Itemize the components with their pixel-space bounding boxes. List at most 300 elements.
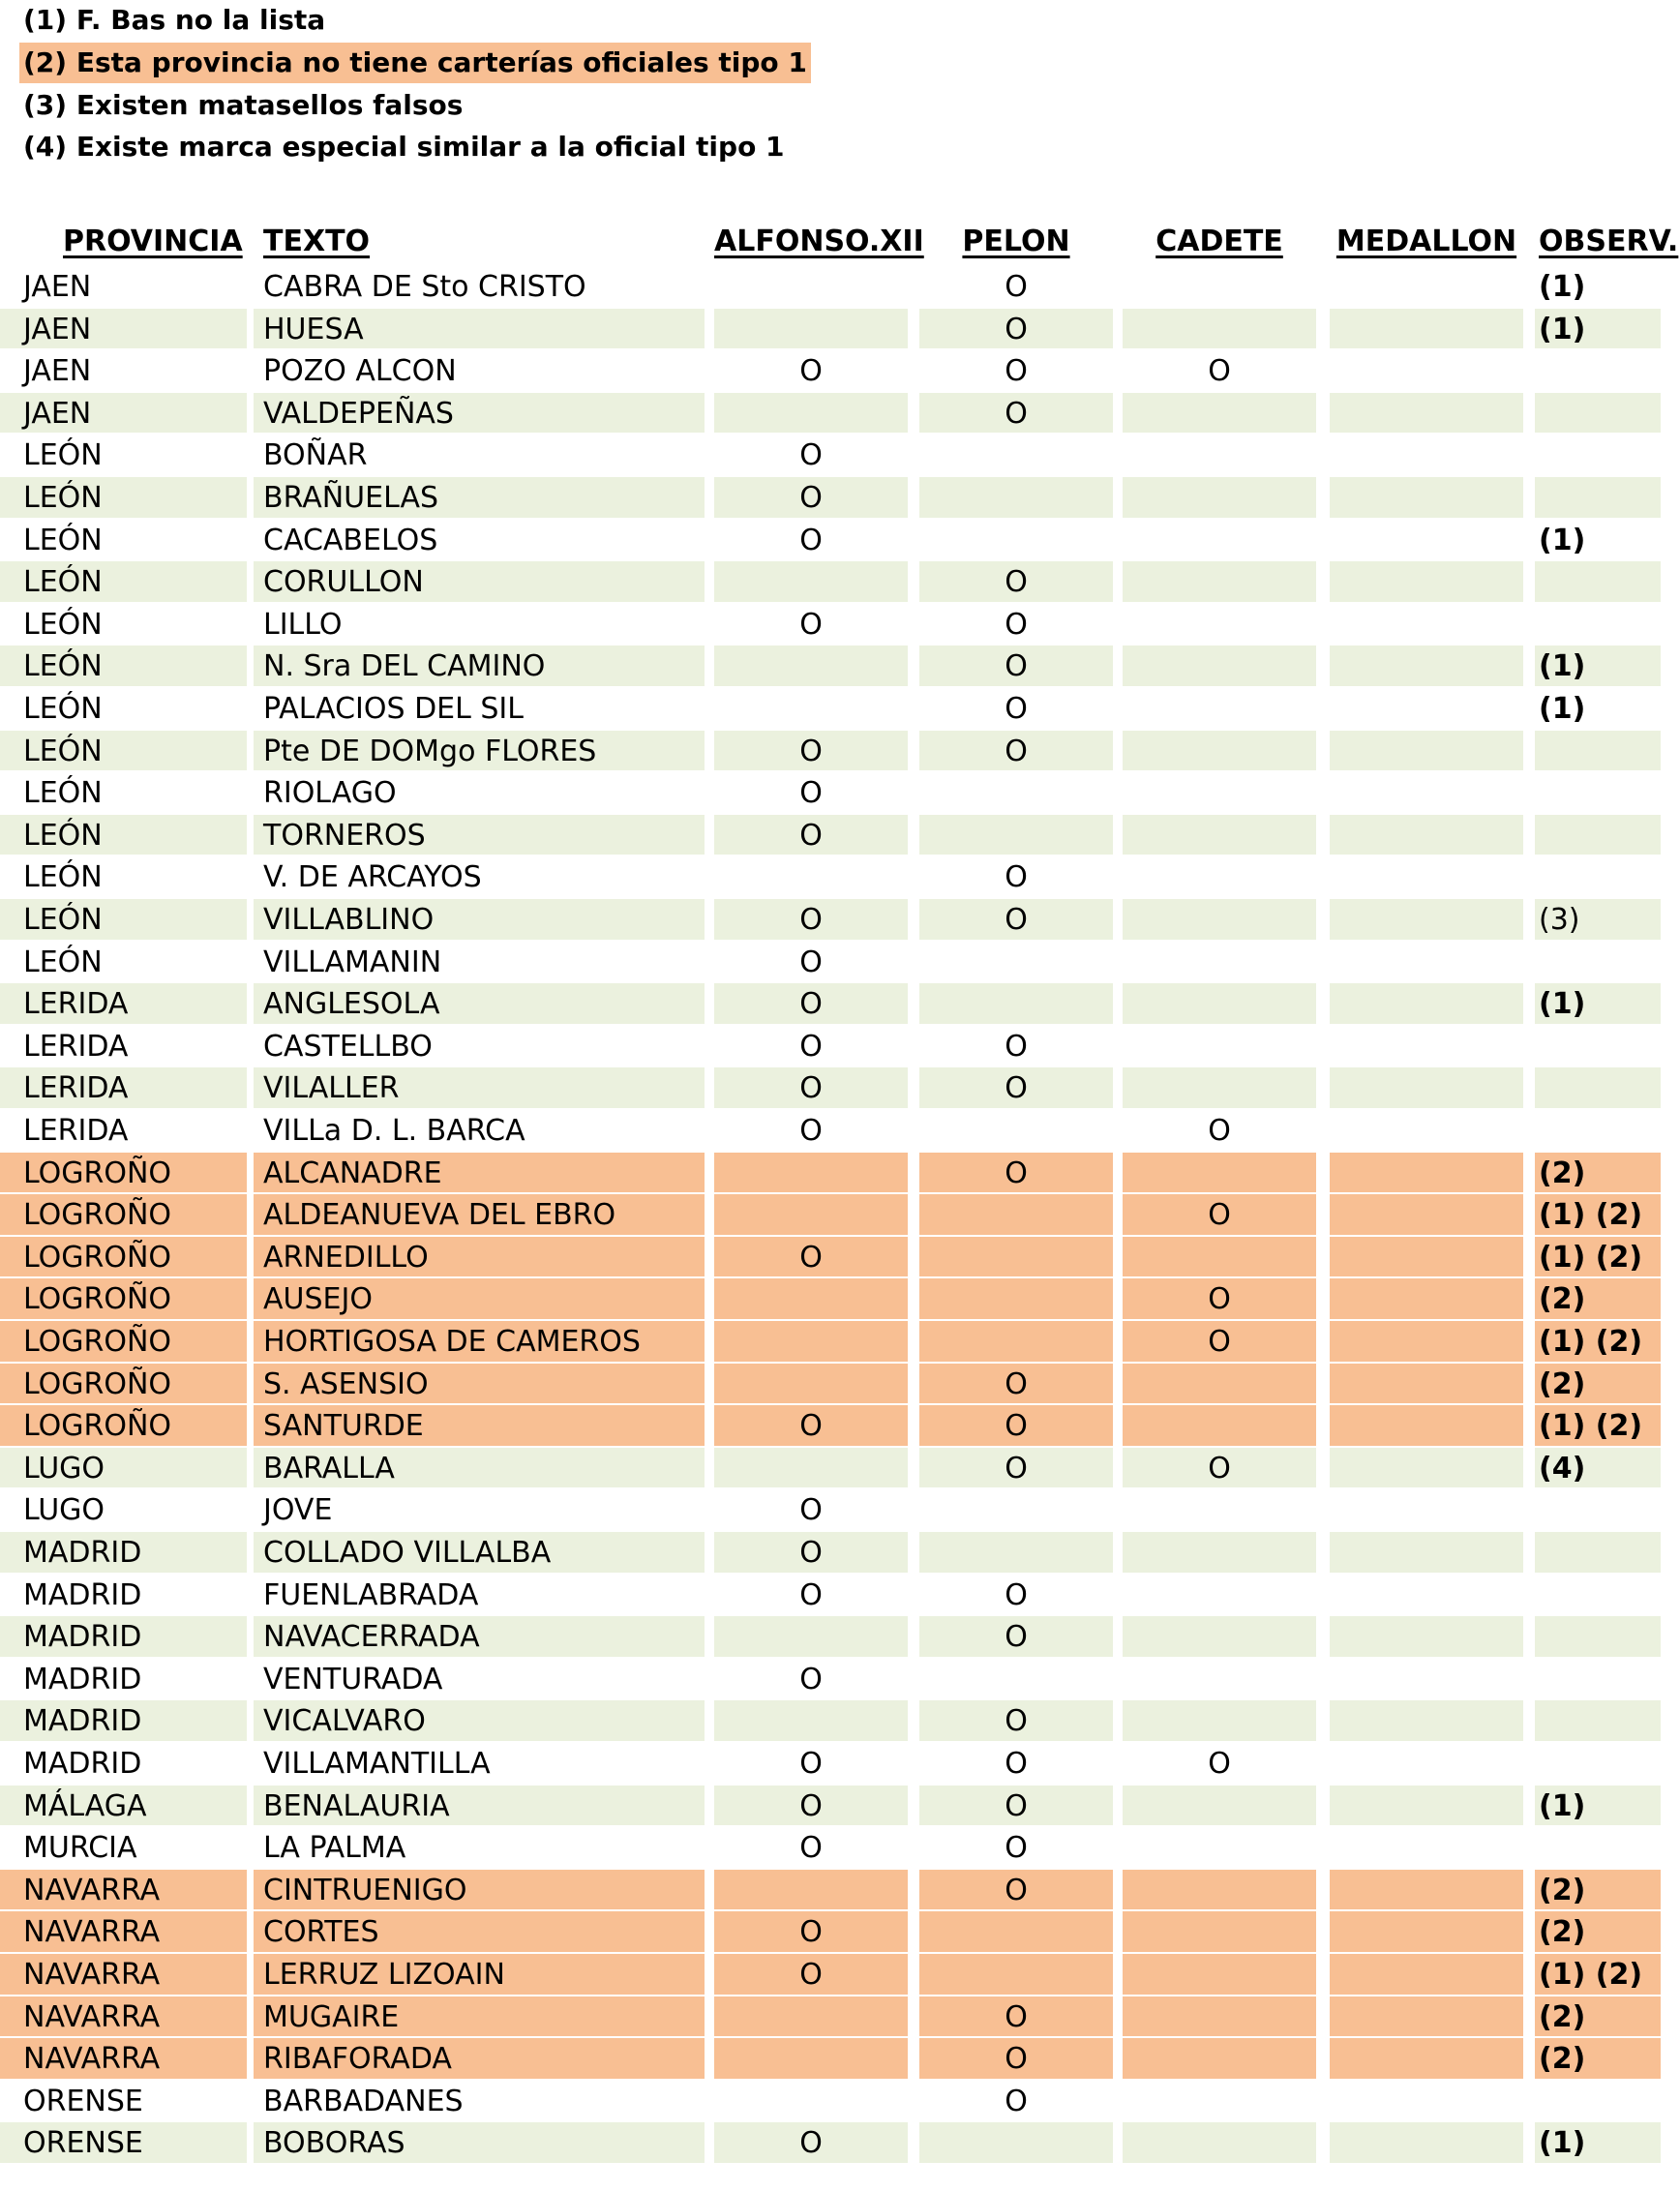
alfonso-cell[interactable] — [714, 2081, 908, 2121]
texto-cell[interactable]: LERRUZ LIZOAIN — [254, 1954, 705, 1995]
texto-cell[interactable]: NAVACERRADA — [254, 1616, 705, 1657]
table-row[interactable] — [0, 982, 1680, 1025]
medallon-cell[interactable] — [1330, 2081, 1523, 2121]
pelon-cell[interactable]: O — [919, 393, 1113, 434]
medallon-cell[interactable] — [1330, 856, 1523, 897]
table-row[interactable] — [0, 1193, 1680, 1236]
texto-cell[interactable]: AUSEJO — [254, 1278, 705, 1319]
observ-cell[interactable]: (1) — [1535, 2122, 1661, 2163]
cadete-cell[interactable] — [1123, 561, 1316, 602]
pelon-cell[interactable]: O — [919, 688, 1113, 729]
provincia-cell[interactable]: LOGROÑO — [0, 1194, 247, 1235]
texto-cell[interactable]: BOÑAR — [254, 435, 705, 475]
observ-cell[interactable]: (2) — [1535, 1996, 1661, 2037]
pelon-cell[interactable]: O — [919, 604, 1113, 645]
medallon-cell[interactable] — [1330, 983, 1523, 1024]
table-row[interactable] — [0, 519, 1680, 561]
texto-cell[interactable]: BOBORAS — [254, 2122, 705, 2163]
cadete-cell[interactable] — [1123, 899, 1316, 940]
medallon-cell[interactable] — [1330, 731, 1523, 771]
observ-cell[interactable]: (2) — [1535, 1278, 1661, 1319]
table-row[interactable] — [0, 1066, 1680, 1109]
cadete-cell[interactable]: O — [1123, 1743, 1316, 1784]
cadete-cell[interactable] — [1123, 2081, 1316, 2121]
observ-cell[interactable]: (1) — [1535, 688, 1661, 729]
cadete-cell[interactable] — [1123, 604, 1316, 645]
table-row[interactable] — [0, 1488, 1680, 1531]
observ-cell[interactable] — [1535, 1026, 1661, 1066]
pelon-cell[interactable]: O — [919, 1067, 1113, 1108]
pelon-cell[interactable] — [919, 942, 1113, 982]
alfonso-cell[interactable] — [714, 266, 908, 307]
provincia-cell[interactable]: MADRID — [0, 1532, 247, 1573]
alfonso-cell[interactable]: O — [714, 815, 908, 855]
observ-cell[interactable] — [1535, 350, 1661, 391]
provincia-cell[interactable]: LEÓN — [0, 856, 247, 897]
provincia-cell[interactable]: NAVARRA — [0, 1996, 247, 2037]
pelon-cell[interactable]: O — [919, 1827, 1113, 1868]
medallon-cell[interactable] — [1330, 1110, 1523, 1151]
alfonso-cell[interactable]: O — [714, 1489, 908, 1530]
provincia-cell[interactable]: LEÓN — [0, 520, 247, 560]
observ-cell[interactable] — [1535, 477, 1661, 518]
provincia-cell[interactable]: LOGROÑO — [0, 1364, 247, 1404]
provincia-cell[interactable]: JAEN — [0, 266, 247, 307]
observ-cell[interactable] — [1535, 1532, 1661, 1573]
observ-cell[interactable]: (1) (2) — [1535, 1194, 1661, 1235]
table-row[interactable] — [0, 1742, 1680, 1785]
alfonso-cell[interactable] — [714, 856, 908, 897]
table-row[interactable] — [0, 1910, 1680, 1953]
pelon-cell[interactable] — [919, 477, 1113, 518]
table-row[interactable] — [0, 2037, 1680, 2080]
medallon-cell[interactable] — [1330, 815, 1523, 855]
medallon-cell[interactable] — [1330, 1743, 1523, 1784]
pelon-cell[interactable] — [919, 2122, 1113, 2163]
texto-cell[interactable]: CACABELOS — [254, 520, 705, 560]
texto-cell[interactable]: TORNEROS — [254, 815, 705, 855]
observ-cell[interactable] — [1535, 1743, 1661, 1784]
alfonso-cell[interactable]: O — [714, 350, 908, 391]
table-row[interactable] — [0, 1277, 1680, 1320]
provincia-cell[interactable]: LOGROÑO — [0, 1278, 247, 1319]
cadete-cell[interactable] — [1123, 435, 1316, 475]
pelon-cell[interactable]: O — [919, 309, 1113, 349]
header-medallon[interactable]: MEDALLON — [1335, 225, 1517, 258]
texto-cell[interactable]: HUESA — [254, 309, 705, 349]
alfonso-cell[interactable] — [714, 1870, 908, 1910]
pelon-cell[interactable] — [919, 1532, 1113, 1573]
provincia-cell[interactable]: NAVARRA — [0, 1870, 247, 1910]
observ-cell[interactable] — [1535, 942, 1661, 982]
observ-cell[interactable]: (1) — [1535, 645, 1661, 686]
medallon-cell[interactable] — [1330, 604, 1523, 645]
observ-cell[interactable]: (1) — [1535, 1786, 1661, 1826]
alfonso-cell[interactable]: O — [714, 520, 908, 560]
provincia-cell[interactable]: MURCIA — [0, 1827, 247, 1868]
table-row[interactable] — [0, 1785, 1680, 1827]
table-row[interactable] — [0, 392, 1680, 435]
cadete-cell[interactable] — [1123, 688, 1316, 729]
pelon-cell[interactable]: O — [919, 266, 1113, 307]
alfonso-cell[interactable]: O — [714, 1743, 908, 1784]
observ-cell[interactable]: (2) — [1535, 1364, 1661, 1404]
table-row[interactable] — [0, 1699, 1680, 1742]
provincia-cell[interactable]: LEÓN — [0, 435, 247, 475]
pelon-cell[interactable] — [919, 1911, 1113, 1952]
table-row[interactable] — [0, 1025, 1680, 1067]
texto-cell[interactable]: MUGAIRE — [254, 1996, 705, 2037]
cadete-cell[interactable] — [1123, 1575, 1316, 1615]
cadete-cell[interactable] — [1123, 1996, 1316, 2037]
pelon-cell[interactable] — [919, 1659, 1113, 1699]
cadete-cell[interactable] — [1123, 1786, 1316, 1826]
alfonso-cell[interactable]: O — [714, 2122, 908, 2163]
medallon-cell[interactable] — [1330, 2038, 1523, 2079]
texto-cell[interactable]: SANTURDE — [254, 1405, 705, 1446]
texto-cell[interactable]: VILLABLINO — [254, 899, 705, 940]
texto-cell[interactable]: COLLADO VILLALBA — [254, 1532, 705, 1573]
pelon-cell[interactable]: O — [919, 2038, 1113, 2079]
texto-cell[interactable]: LILLO — [254, 604, 705, 645]
texto-cell[interactable]: CINTRUENIGO — [254, 1870, 705, 1910]
table-row[interactable] — [0, 1363, 1680, 1405]
cadete-cell[interactable]: O — [1123, 1448, 1316, 1488]
cadete-cell[interactable] — [1123, 645, 1316, 686]
cadete-cell[interactable] — [1123, 1954, 1316, 1995]
texto-cell[interactable]: RIOLAGO — [254, 772, 705, 813]
observ-cell[interactable] — [1535, 1616, 1661, 1657]
provincia-cell[interactable]: LUGO — [0, 1448, 247, 1488]
provincia-cell[interactable]: ORENSE — [0, 2081, 247, 2121]
cadete-cell[interactable] — [1123, 1659, 1316, 1699]
pelon-cell[interactable] — [919, 520, 1113, 560]
table-row[interactable] — [0, 349, 1680, 392]
medallon-cell[interactable] — [1330, 1911, 1523, 1952]
cadete-cell[interactable] — [1123, 1911, 1316, 1952]
cadete-cell[interactable] — [1123, 1616, 1316, 1657]
observ-cell[interactable] — [1535, 604, 1661, 645]
pelon-cell[interactable]: O — [919, 1153, 1113, 1193]
texto-cell[interactable]: BARALLA — [254, 1448, 705, 1488]
medallon-cell[interactable] — [1330, 1237, 1523, 1277]
texto-cell[interactable]: ALDEANUEVA DEL EBRO — [254, 1194, 705, 1235]
pelon-cell[interactable] — [919, 1110, 1113, 1151]
provincia-cell[interactable]: JAEN — [0, 309, 247, 349]
medallon-cell[interactable] — [1330, 350, 1523, 391]
pelon-cell[interactable]: O — [919, 1700, 1113, 1741]
medallon-cell[interactable] — [1330, 1659, 1523, 1699]
pelon-cell[interactable] — [919, 1321, 1113, 1362]
alfonso-cell[interactable]: O — [714, 477, 908, 518]
observ-cell[interactable]: (2) — [1535, 2038, 1661, 2079]
table-row[interactable] — [0, 687, 1680, 730]
pelon-cell[interactable] — [919, 435, 1113, 475]
medallon-cell[interactable] — [1330, 1870, 1523, 1910]
table-row[interactable] — [0, 645, 1680, 687]
medallon-cell[interactable] — [1330, 561, 1523, 602]
pelon-cell[interactable]: O — [919, 1743, 1113, 1784]
observ-cell[interactable] — [1535, 1067, 1661, 1108]
provincia-cell[interactable]: LEÓN — [0, 604, 247, 645]
table-row[interactable] — [0, 1615, 1680, 1658]
table-row[interactable] — [0, 476, 1680, 519]
alfonso-cell[interactable] — [714, 645, 908, 686]
medallon-cell[interactable] — [1330, 688, 1523, 729]
alfonso-cell[interactable] — [714, 393, 908, 434]
medallon-cell[interactable] — [1330, 266, 1523, 307]
texto-cell[interactable]: V. DE ARCAYOS — [254, 856, 705, 897]
texto-cell[interactable]: CABRA DE Sto CRISTO — [254, 266, 705, 307]
texto-cell[interactable]: HORTIGOSA DE CAMEROS — [254, 1321, 705, 1362]
observ-cell[interactable] — [1535, 1489, 1661, 1530]
alfonso-cell[interactable]: O — [714, 1237, 908, 1277]
alfonso-cell[interactable] — [714, 2038, 908, 2079]
cadete-cell[interactable]: O — [1123, 1321, 1316, 1362]
header-cadete[interactable]: CADETE — [1155, 225, 1283, 258]
table-row[interactable] — [0, 1109, 1680, 1152]
medallon-cell[interactable] — [1330, 1532, 1523, 1573]
observ-cell[interactable] — [1535, 815, 1661, 855]
pelon-cell[interactable]: O — [919, 1448, 1113, 1488]
pelon-cell[interactable] — [919, 772, 1113, 813]
table-row[interactable] — [0, 1531, 1680, 1574]
medallon-cell[interactable] — [1330, 2122, 1523, 2163]
texto-cell[interactable]: FUENLABRADA — [254, 1575, 705, 1615]
observ-cell[interactable] — [1535, 1110, 1661, 1151]
provincia-cell[interactable]: MÁLAGA — [0, 1786, 247, 1826]
provincia-cell[interactable]: LERIDA — [0, 1026, 247, 1066]
medallon-cell[interactable] — [1330, 1278, 1523, 1319]
alfonso-cell[interactable]: O — [714, 1026, 908, 1066]
pelon-cell[interactable] — [919, 1237, 1113, 1277]
header-observ[interactable]: OBSERV. — [1539, 225, 1679, 258]
medallon-cell[interactable] — [1330, 1026, 1523, 1066]
texto-cell[interactable]: POZO ALCON — [254, 350, 705, 391]
table-row[interactable] — [0, 1869, 1680, 1911]
cadete-cell[interactable] — [1123, 1532, 1316, 1573]
table-row[interactable] — [0, 2080, 1680, 2122]
medallon-cell[interactable] — [1330, 1827, 1523, 1868]
table-row[interactable] — [0, 1404, 1680, 1447]
pelon-cell[interactable] — [919, 1278, 1113, 1319]
cadete-cell[interactable] — [1123, 772, 1316, 813]
texto-cell[interactable]: VICALVARO — [254, 1700, 705, 1741]
header-provincia[interactable]: PROVINCIA — [63, 225, 243, 258]
table-row[interactable] — [0, 855, 1680, 898]
cadete-cell[interactable] — [1123, 2122, 1316, 2163]
observ-cell[interactable] — [1535, 1575, 1661, 1615]
provincia-cell[interactable]: LEÓN — [0, 731, 247, 771]
pelon-cell[interactable]: O — [919, 1364, 1113, 1404]
pelon-cell[interactable]: O — [919, 1996, 1113, 2037]
cadete-cell[interactable] — [1123, 1489, 1316, 1530]
pelon-cell[interactable]: O — [919, 1786, 1113, 1826]
observ-cell[interactable] — [1535, 772, 1661, 813]
observ-cell[interactable] — [1535, 561, 1661, 602]
pelon-cell[interactable] — [919, 1489, 1113, 1530]
medallon-cell[interactable] — [1330, 1489, 1523, 1530]
pelon-cell[interactable]: O — [919, 1405, 1113, 1446]
cadete-cell[interactable] — [1123, 942, 1316, 982]
medallon-cell[interactable] — [1330, 1321, 1523, 1362]
alfonso-cell[interactable] — [714, 1153, 908, 1193]
provincia-cell[interactable]: NAVARRA — [0, 1954, 247, 1995]
medallon-cell[interactable] — [1330, 645, 1523, 686]
medallon-cell[interactable] — [1330, 1616, 1523, 1657]
header-texto[interactable]: TEXTO — [263, 225, 371, 258]
texto-cell[interactable]: CORTES — [254, 1911, 705, 1952]
provincia-cell[interactable]: LEÓN — [0, 477, 247, 518]
medallon-cell[interactable] — [1330, 1364, 1523, 1404]
pelon-cell[interactable]: O — [919, 645, 1113, 686]
provincia-cell[interactable]: LOGROÑO — [0, 1153, 247, 1193]
medallon-cell[interactable] — [1330, 309, 1523, 349]
provincia-cell[interactable]: JAEN — [0, 393, 247, 434]
alfonso-cell[interactable]: O — [714, 1911, 908, 1952]
texto-cell[interactable]: S. ASENSIO — [254, 1364, 705, 1404]
pelon-cell[interactable]: O — [919, 856, 1113, 897]
observ-cell[interactable]: (2) — [1535, 1911, 1661, 1952]
table-row[interactable] — [0, 1236, 1680, 1278]
pelon-cell[interactable] — [919, 983, 1113, 1024]
provincia-cell[interactable]: LEÓN — [0, 772, 247, 813]
medallon-cell[interactable] — [1330, 1067, 1523, 1108]
cadete-cell[interactable]: O — [1123, 350, 1316, 391]
alfonso-cell[interactable]: O — [714, 731, 908, 771]
header-alfonso[interactable]: ALFONSO.XII — [714, 225, 924, 258]
cadete-cell[interactable] — [1123, 1405, 1316, 1446]
texto-cell[interactable]: VILALLER — [254, 1067, 705, 1108]
texto-cell[interactable]: VENTURADA — [254, 1659, 705, 1699]
observ-cell[interactable]: (2) — [1535, 1153, 1661, 1193]
observ-cell[interactable] — [1535, 1700, 1661, 1741]
table-row[interactable] — [0, 1996, 1680, 2038]
provincia-cell[interactable]: JAEN — [0, 350, 247, 391]
observ-cell[interactable]: (4) — [1535, 1448, 1661, 1488]
provincia-cell[interactable]: MADRID — [0, 1743, 247, 1784]
observ-cell[interactable]: (1) (2) — [1535, 1954, 1661, 1995]
texto-cell[interactable]: VILLAMANTILLA — [254, 1743, 705, 1784]
cadete-cell[interactable] — [1123, 856, 1316, 897]
alfonso-cell[interactable] — [714, 1278, 908, 1319]
observ-cell[interactable] — [1535, 393, 1661, 434]
medallon-cell[interactable] — [1330, 1700, 1523, 1741]
cadete-cell[interactable] — [1123, 1700, 1316, 1741]
medallon-cell[interactable] — [1330, 772, 1523, 813]
table-row[interactable] — [0, 1658, 1680, 1700]
provincia-cell[interactable]: LUGO — [0, 1489, 247, 1530]
provincia-cell[interactable]: LEÓN — [0, 688, 247, 729]
observ-cell[interactable] — [1535, 435, 1661, 475]
table-row[interactable] — [0, 771, 1680, 814]
pelon-cell[interactable] — [919, 815, 1113, 855]
cadete-cell[interactable] — [1123, 1870, 1316, 1910]
cadete-cell[interactable] — [1123, 309, 1316, 349]
alfonso-cell[interactable]: O — [714, 1405, 908, 1446]
cadete-cell[interactable] — [1123, 983, 1316, 1024]
table-row[interactable] — [0, 1152, 1680, 1194]
medallon-cell[interactable] — [1330, 477, 1523, 518]
observ-cell[interactable]: (1) — [1535, 983, 1661, 1024]
texto-cell[interactable]: LA PALMA — [254, 1827, 705, 1868]
cadete-cell[interactable] — [1123, 1237, 1316, 1277]
cadete-cell[interactable] — [1123, 1364, 1316, 1404]
alfonso-cell[interactable] — [714, 1194, 908, 1235]
cadete-cell[interactable] — [1123, 477, 1316, 518]
cadete-cell[interactable] — [1123, 1067, 1316, 1108]
alfonso-cell[interactable]: O — [714, 1532, 908, 1573]
table-row[interactable] — [0, 814, 1680, 856]
texto-cell[interactable]: BRAÑUELAS — [254, 477, 705, 518]
pelon-cell[interactable]: O — [919, 350, 1113, 391]
provincia-cell[interactable]: LOGROÑO — [0, 1405, 247, 1446]
provincia-cell[interactable]: MADRID — [0, 1659, 247, 1699]
texto-cell[interactable]: BARBADANES — [254, 2081, 705, 2121]
observ-cell[interactable] — [1535, 731, 1661, 771]
table-row[interactable] — [0, 941, 1680, 983]
observ-cell[interactable]: (1) — [1535, 266, 1661, 307]
cadete-cell[interactable] — [1123, 731, 1316, 771]
cadete-cell[interactable] — [1123, 393, 1316, 434]
table-row[interactable] — [0, 898, 1680, 941]
provincia-cell[interactable]: LEÓN — [0, 561, 247, 602]
medallon-cell[interactable] — [1330, 1194, 1523, 1235]
provincia-cell[interactable]: LEÓN — [0, 815, 247, 855]
table-row[interactable] — [0, 1574, 1680, 1616]
texto-cell[interactable]: VILLa D. L. BARCA — [254, 1110, 705, 1151]
cadete-cell[interactable]: O — [1123, 1278, 1316, 1319]
provincia-cell[interactable]: LEÓN — [0, 645, 247, 686]
alfonso-cell[interactable]: O — [714, 1067, 908, 1108]
alfonso-cell[interactable]: O — [714, 772, 908, 813]
table-row[interactable] — [0, 730, 1680, 772]
cadete-cell[interactable] — [1123, 2038, 1316, 2079]
table-row[interactable] — [0, 603, 1680, 645]
texto-cell[interactable]: CORULLON — [254, 561, 705, 602]
cadete-cell[interactable] — [1123, 1827, 1316, 1868]
medallon-cell[interactable] — [1330, 1996, 1523, 2037]
alfonso-cell[interactable]: O — [714, 942, 908, 982]
cadete-cell[interactable]: O — [1123, 1194, 1316, 1235]
table-row[interactable] — [0, 265, 1680, 308]
cadete-cell[interactable]: O — [1123, 1110, 1316, 1151]
texto-cell[interactable]: VALDEPEÑAS — [254, 393, 705, 434]
table-row[interactable] — [0, 308, 1680, 350]
table-row[interactable] — [0, 1447, 1680, 1489]
table-row[interactable] — [0, 1826, 1680, 1869]
provincia-cell[interactable]: LOGROÑO — [0, 1321, 247, 1362]
medallon-cell[interactable] — [1330, 1786, 1523, 1826]
alfonso-cell[interactable] — [714, 1700, 908, 1741]
table-row[interactable] — [0, 1953, 1680, 1996]
medallon-cell[interactable] — [1330, 899, 1523, 940]
alfonso-cell[interactable] — [714, 561, 908, 602]
observ-cell[interactable]: (1) — [1535, 520, 1661, 560]
table-row[interactable] — [0, 2121, 1680, 2164]
texto-cell[interactable]: VILLAMANIN — [254, 942, 705, 982]
texto-cell[interactable]: Pte DE DOMgo FLORES — [254, 731, 705, 771]
alfonso-cell[interactable]: O — [714, 899, 908, 940]
alfonso-cell[interactable]: O — [714, 1827, 908, 1868]
provincia-cell[interactable]: MADRID — [0, 1616, 247, 1657]
alfonso-cell[interactable] — [714, 309, 908, 349]
alfonso-cell[interactable] — [714, 1996, 908, 2037]
pelon-cell[interactable]: O — [919, 1026, 1113, 1066]
observ-cell[interactable]: (1) (2) — [1535, 1321, 1661, 1362]
alfonso-cell[interactable]: O — [714, 1659, 908, 1699]
cadete-cell[interactable] — [1123, 520, 1316, 560]
